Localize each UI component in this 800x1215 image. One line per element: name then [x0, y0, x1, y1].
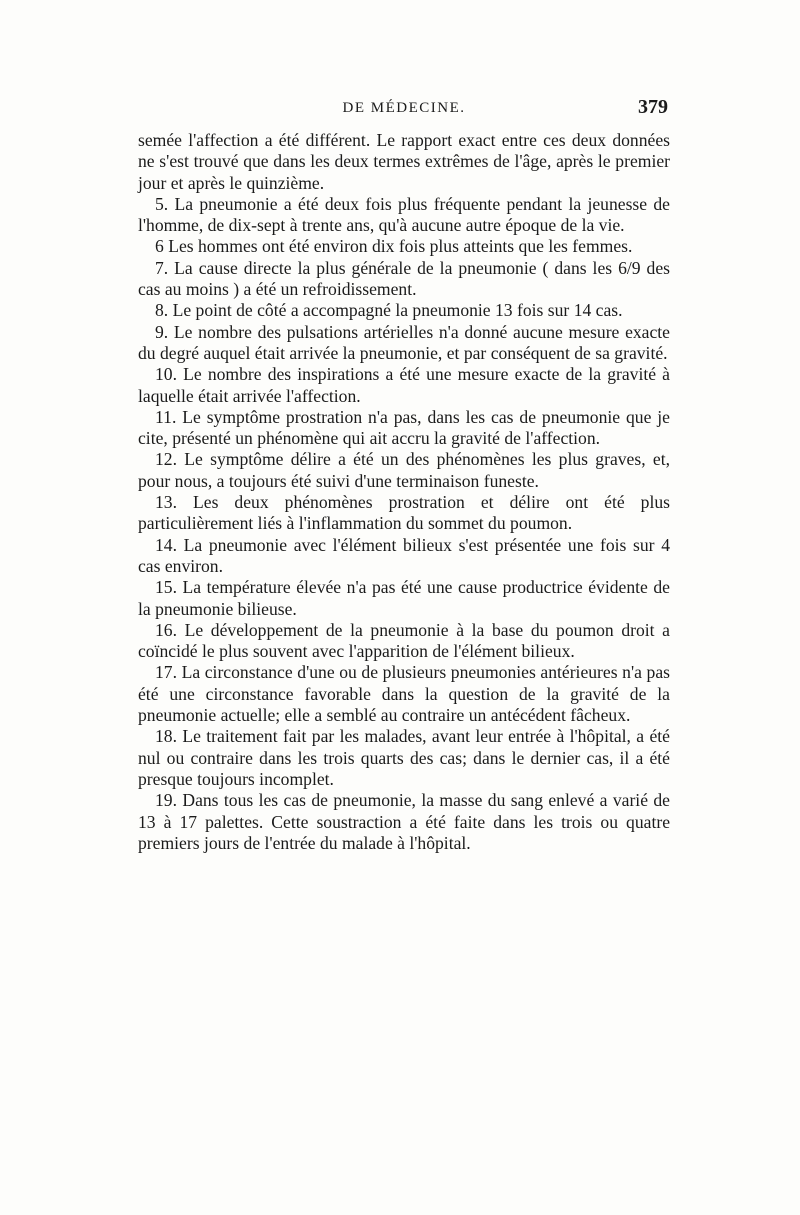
- paragraph-item-13: 13. Les deux phénomènes prostration et délire ont été plus particulièrement liés à l'inflammation du sommet du poumon.: [138, 492, 670, 534]
- page-header: [138, 96, 670, 124]
- paragraph-item-8: 8. Le point de côté a accompagné la pneumonie 13 fois sur 14 cas.: [155, 300, 623, 321]
- paragraph-continued: semée l'affection a été différent. Le rapport exact entre ces deux données ne s'est trouvé que dans les deux termes extrêmes de l'âge, après le premier jour et après le quinzième.: [138, 130, 670, 193]
- paragraph-item-11: 11. Le symptôme prostration n'a pas, dans les cas de pneumonie que je cite, présenté un phénomène qui ait accru la gravité de l'affection.: [138, 406, 670, 449]
- paragraph-item-18: 18. Le traitement fait par les malades, avant leur entrée à l'hôpital, a été nul ou contraire dans les trois quarts des cas; dans le dernier cas, il a été presque toujours incomplet.: [138, 726, 670, 789]
- paragraph-item-12: 12. Le symptôme délire a été un des phénomènes les plus graves, et, pour nous, a toujours été suivi d'une terminaison funeste.: [138, 449, 670, 491]
- paragraph-item-6: 6 Les hommes ont été environ dix fois plus atteints que les femmes.: [155, 236, 633, 257]
- paragraph-item-7: 7. La cause directe la plus générale de la pneumonie ( dans les 6/9 des cas au moins ) a été un refroidissement.: [138, 257, 670, 300]
- running-head: DE MÉDECINE.: [342, 100, 466, 116]
- paragraph-item-5: 5. La pneumonie a été deux fois plus fréquente pendant la jeunesse de l'homme, de dix-sept à trente ans, qu'à aucune autre époque de la vie.: [138, 193, 670, 236]
- paragraph-item-17: 17. La circonstance d'une ou de plusieurs pneumonies antérieures n'a pas été une circonstance favorable dans la question de la gravité de la pneumonie actuelle; elle a semblé au contraire un antécédent fâcheux.: [138, 662, 670, 726]
- paragraph-item-9: 9. Le nombre des pulsations artérielles n'a donné aucune mesure exacte du degré auquel était arrivée la pneumonie, et par conséquent de sa gravité.: [138, 321, 670, 363]
- paragraph-item-15: 15. La température élevée n'a pas été une cause productrice évidente de la pneumonie bilieuse.: [138, 577, 670, 619]
- body-text: [138, 130, 670, 854]
- page-number: 379: [638, 96, 668, 118]
- paragraph-item-19: 19. Dans tous les cas de pneumonie, la masse du sang enlevé a varié de 13 à 17 palettes. Cette soustraction a été faite dans les trois ou quatre premiers jours de l'entrée du malade à l'hôpital.: [138, 790, 670, 853]
- paragraph-item-16: 16. Le développement de la pneumonie à la base du poumon droit a coïncidé le plus souvent avec l'apparition de l'élément bilieux.: [138, 619, 670, 662]
- paragraph-item-10: 10. Le nombre des inspirations a été une mesure exacte de la gravité à laquelle était arrivée l'affection.: [138, 364, 670, 406]
- paragraph-item-14: 14. La pneumonie avec l'élément bilieux s'est présentée une fois sur 4 cas environ.: [138, 534, 670, 576]
